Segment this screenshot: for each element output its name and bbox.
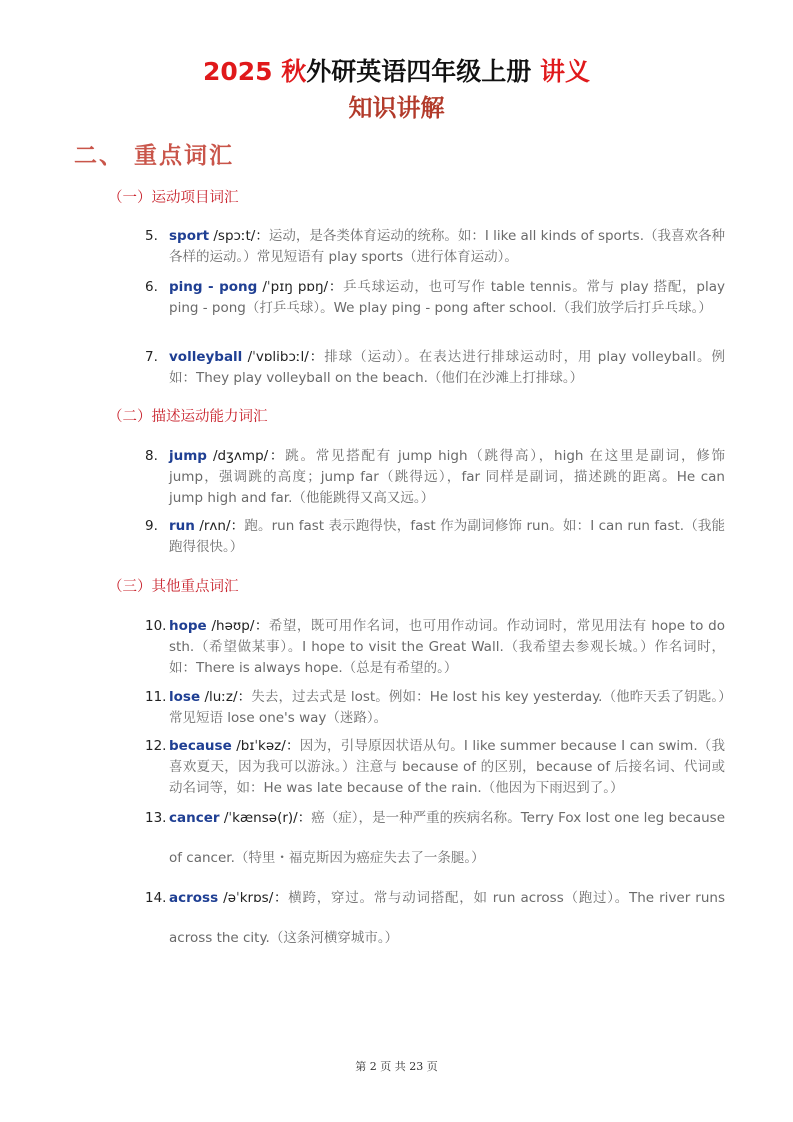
title-year: 2025	[202, 57, 273, 86]
entry-word: because	[169, 738, 232, 754]
entry-number: 8.	[145, 448, 158, 464]
section-title: 二、 重点词汇	[74, 142, 235, 169]
entry-phonetic: /rʌn/：	[194, 518, 245, 534]
document-subtitle: 知识讲解	[348, 93, 445, 122]
entry-phonetic: /ˈvɒlibɔːl/：	[242, 349, 325, 365]
entry-phonetic: /ˈpɪŋ pɒŋ/：	[257, 279, 344, 295]
entry-number: 6.	[145, 279, 158, 295]
entry-phonetic: /ˈkænsə(r)/：	[219, 810, 312, 826]
title-type: 讲义	[540, 57, 591, 86]
vocab-entry	[145, 878, 725, 958]
vocab-entry	[145, 798, 725, 878]
entry-phonetic: /həʊp/：	[206, 618, 269, 634]
entry-phonetic: /spɔːt/：	[209, 228, 269, 244]
entry-text: 跳。常见搭配有 jump high（跳得高），high 在这里是副词，修饰 jump，强调跳的高度；jump far（跳得远），far 同样是副词，描述跳的距离。He can jump high and far.（他能跳得又高又远。）	[169, 448, 726, 506]
entry-text: 因为，引导原因状语从句。I like summer because I can swim.（我喜欢夏天，因为我可以游泳。）注意与 because of 的区别，because of 后接名词、代词或动名词等，如：He was late because of the rain.（他因为下雨迟到了。）	[169, 738, 725, 796]
entry-text: 排球（运动）。在表达进行排球运动时，用 play volleyball。例如：They play volleyball on the beach.（他们在沙滩上打排球。）	[169, 349, 725, 386]
entry-phonetic: /luːz/：	[200, 689, 252, 705]
entry-word: volleyball	[169, 349, 243, 365]
entry-word: ping - pong	[169, 279, 258, 295]
vocab-entry	[145, 446, 725, 509]
entry-word: hope	[169, 618, 207, 634]
group-title-1: （一）运动项目词汇	[108, 190, 239, 206]
entry-word: cancer	[169, 810, 220, 826]
entry-text: 希望，既可用作名词，也可用作动词。作动词时，常见用法有 hope to do sth.（希望做某事）。I hope to visit the Great Wall.（我希望去参观长城。）作名词时，如：There is always hope.（总是有希望的。）	[169, 618, 725, 676]
entry-word: run	[169, 518, 195, 534]
entry-number: 13.	[145, 810, 167, 826]
entry-number: 5.	[145, 228, 158, 244]
vocab-entry	[145, 277, 725, 319]
entry-text: 乒乓球运动，也可写作 table tennis。常与 play 搭配，play ping - pong（打乒乓球）。We play ping - pong after school.（我们放学后打乒乓球。）	[169, 279, 726, 316]
entry-text: 运动，是各类体育运动的统称。如：I like all kinds of sports.（我喜欢各种各样的运动。）常见短语有 play sports（进行体育运动）。	[169, 228, 725, 265]
vocab-entry	[145, 616, 725, 679]
entry-text: 失去，过去式是 lost。例如：He lost his key yesterday.（他昨天丢了钥匙。）常见短语 lose one's way（迷路）。	[169, 689, 725, 726]
entry-number: 7.	[145, 349, 158, 365]
vocab-entry	[145, 516, 725, 558]
vocab-entry	[145, 347, 725, 389]
entry-number: 10.	[145, 618, 167, 634]
entry-text: 癌（症），是一种严重的疾病名称。Terry Fox lost one leg because of cancer.（特里・福克斯因为癌症失去了一条腿。）	[169, 810, 726, 866]
title-season: 秋	[281, 57, 307, 86]
entry-number: 14.	[145, 890, 167, 906]
entry-phonetic: /əˈkrɒs/：	[218, 890, 289, 906]
page-footer: 第 2 页 共 23 页	[355, 1060, 438, 1073]
entry-number: 12.	[145, 738, 167, 754]
entry-number: 9.	[145, 518, 158, 534]
group-title-2: （二）描述运动能力词汇	[108, 409, 268, 425]
entry-word: across	[169, 890, 219, 906]
vocab-entry	[145, 226, 725, 268]
document-title	[0, 55, 793, 89]
group-title-3: （三）其他重点词汇	[108, 579, 239, 595]
entry-word: jump	[169, 448, 207, 464]
entry-text: 跑。run fast 表示跑得快，fast 作为副词修饰 run。如：I can run fast.（我能跑得很快。）	[169, 518, 725, 555]
entry-word: sport	[169, 228, 210, 244]
title-book: 外研英语四年级上册	[306, 57, 532, 86]
entry-word: lose	[169, 689, 201, 705]
vocab-entry	[145, 687, 725, 729]
vocab-entry	[145, 736, 725, 799]
entry-number: 11.	[145, 689, 167, 705]
entry-text: 横跨，穿过。常与动词搭配，如 run across（跑过）。The river runs across the city.（这条河横穿城市。）	[169, 890, 725, 946]
entry-phonetic: /dʒʌmp/：	[206, 448, 286, 464]
entry-phonetic: /bɪˈkəz/：	[231, 738, 300, 754]
